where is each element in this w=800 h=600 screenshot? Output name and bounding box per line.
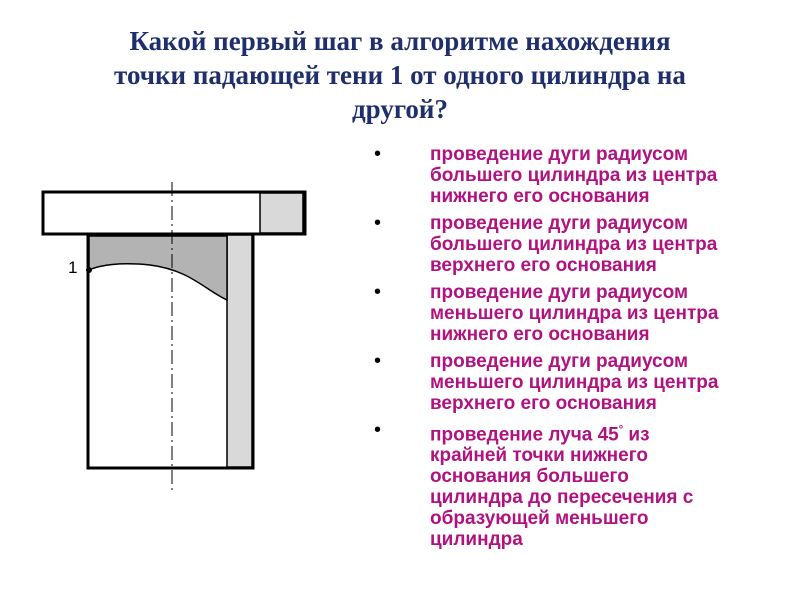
point-1-label: 1: [68, 258, 78, 277]
option-line: образующей меньшего: [430, 508, 649, 530]
title-line: Какой первый шаг в алгоритме нахождения: [129, 26, 671, 56]
option-line: проведение дуги радиусом: [430, 144, 689, 165]
answer-option[interactable]: [368, 213, 788, 276]
point-1-marker: [86, 267, 92, 273]
answer-option[interactable]: [368, 351, 788, 414]
option-line: цилиндра: [430, 529, 523, 551]
degree-mark: °: [618, 424, 624, 436]
title-line: другой?: [352, 94, 448, 124]
bullet-icon: •: [374, 281, 382, 303]
option-line: основания большего: [430, 466, 629, 488]
option-line: большего цилиндра из центра: [430, 165, 718, 186]
title-line: точки падающей тени 1 от одного цилиндра на: [114, 60, 686, 90]
answer-option[interactable]: [368, 282, 788, 345]
option-line: нижнего его основания: [430, 324, 650, 345]
answer-option[interactable]: [368, 144, 788, 207]
lower-cylinder-shadow: [227, 235, 252, 467]
option-line: меньшего цилиндра из центра: [430, 303, 719, 324]
bullet-icon: •: [374, 419, 382, 441]
bullet-icon: •: [374, 143, 382, 165]
upper-cylinder-shadow: [260, 193, 303, 233]
option-line: верхнего его основания: [430, 255, 657, 276]
option-line: нижнего его основания: [430, 186, 650, 207]
option-line: верхнего его основания: [430, 393, 657, 414]
option-line: проведение дуги радиусом: [430, 213, 689, 234]
answer-option[interactable]: [368, 420, 788, 550]
option-line: проведение дуги радиусом: [430, 351, 689, 372]
option-line: цилиндра до пересечения с: [430, 487, 694, 509]
option-line: большего цилиндра из центра: [430, 234, 718, 255]
option-line: проведение дуги радиусом: [430, 282, 689, 303]
answer-options: [368, 144, 788, 556]
option-text: проведение луча 45: [430, 424, 619, 446]
option-line: [430, 420, 788, 445]
bullet-icon: •: [374, 350, 382, 372]
option-text: из: [623, 424, 650, 446]
option-line: крайней точки нижнего: [430, 445, 648, 467]
bullet-icon: •: [374, 212, 382, 234]
option-line: меньшего цилиндра из центра: [430, 372, 719, 393]
